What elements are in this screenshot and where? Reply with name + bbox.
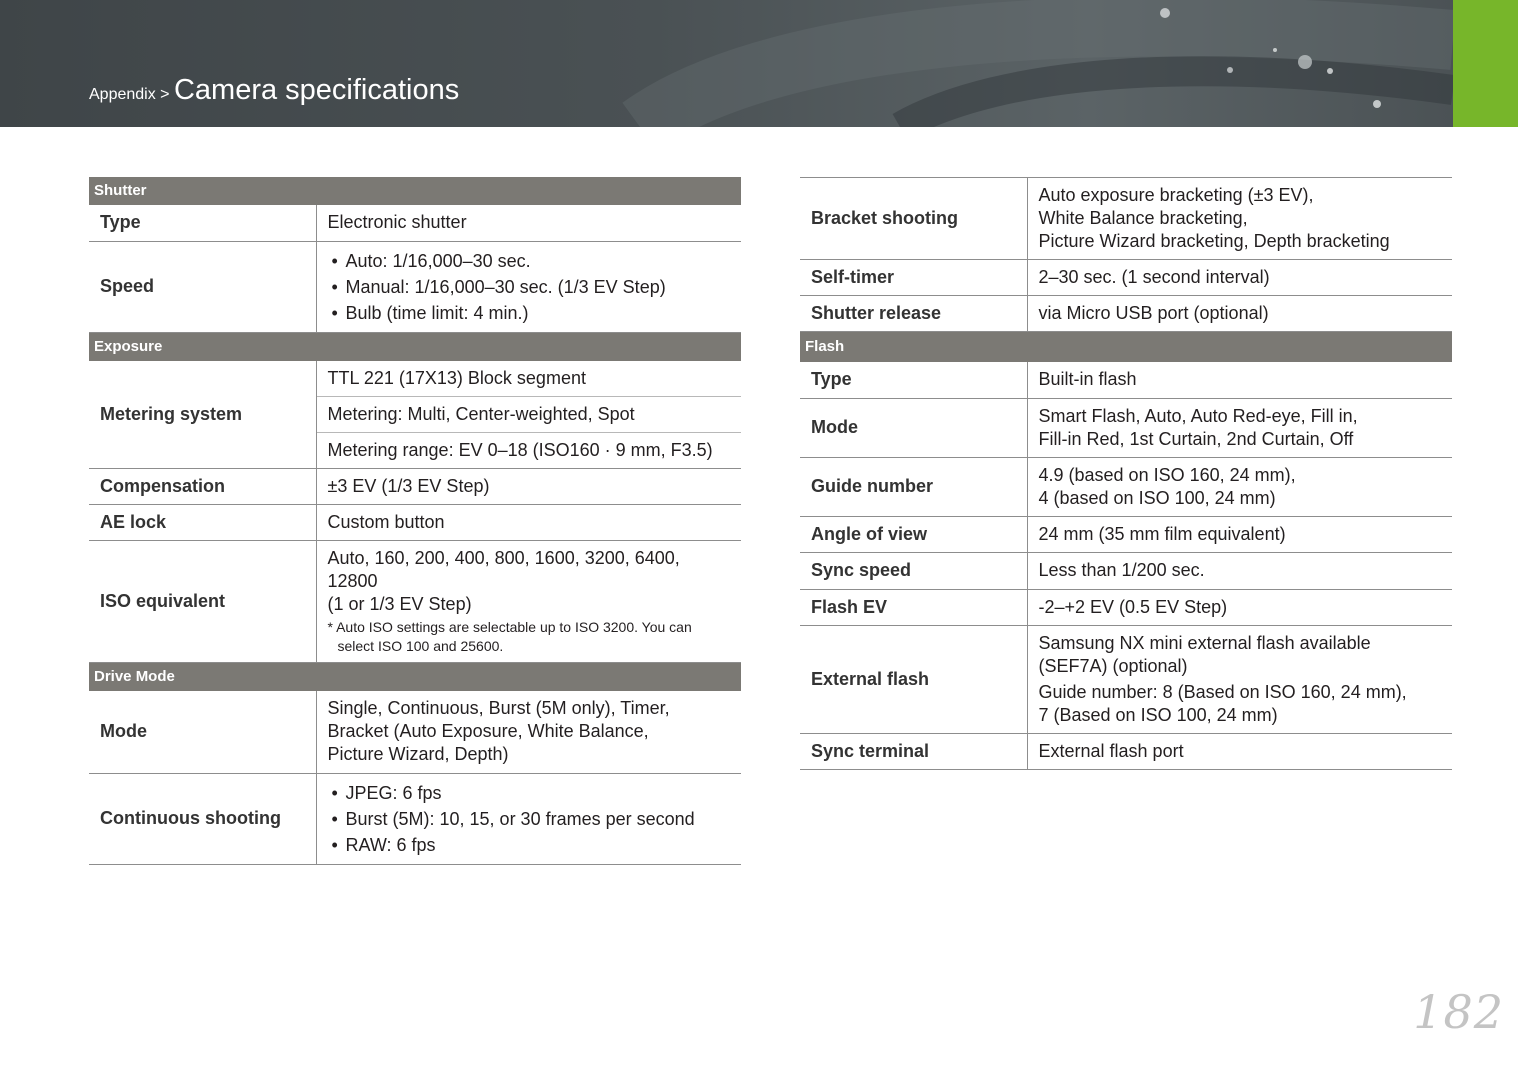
spec-label: ISO equivalent <box>89 541 316 663</box>
text-line: Samsung NX mini external flash available <box>1038 632 1371 653</box>
table-row <box>800 457 1452 516</box>
spec-value <box>316 691 741 773</box>
iso-footnote: * Auto ISO settings are selectable up to ISO 3200. You can select ISO 100 and 25600. <box>327 619 692 654</box>
spec-value <box>1027 398 1452 457</box>
text-line: Smart Flash, Auto, Auto Red-eye, Fill in, <box>1038 405 1358 426</box>
text-line: 7 (Based on ISO 100, 24 mm) <box>1038 704 1278 725</box>
text-line: White Balance bracketing, <box>1038 208 1248 228</box>
spec-label: Mode <box>800 398 1027 457</box>
text-line: Guide number: 8 (Based on ISO 160, 24 mm), <box>1038 681 1407 702</box>
spec-label: Sync speed <box>800 552 1027 589</box>
spec-label: Bracket shooting <box>800 178 1027 260</box>
spec-value: Metering range: EV 0–18 (ISO160 · 9 mm, F3.5) <box>316 433 741 469</box>
spec-value: Less than 1/200 sec. <box>1027 552 1452 589</box>
iso-values: Auto, 160, 200, 400, 800, 1600, 3200, 6400, 12800 <box>327 548 680 591</box>
section-header-drive-mode: Drive Mode <box>89 663 741 692</box>
spec-value <box>1027 178 1452 260</box>
table-row <box>800 362 1452 398</box>
spec-label: Self-timer <box>800 260 1027 296</box>
breadcrumb <box>89 74 459 107</box>
spec-value <box>316 773 741 864</box>
table-row <box>800 398 1452 457</box>
table-row <box>800 178 1452 260</box>
breadcrumb-parent[interactable]: Appendix > <box>89 86 170 103</box>
table-row <box>89 241 741 332</box>
list-item: • Auto: 1/16,000–30 sec. <box>328 248 731 274</box>
right-spec-column <box>800 177 1452 770</box>
spec-label: Continuous shooting <box>89 773 316 864</box>
spec-value: ±3 EV (1/3 EV Step) <box>316 469 741 505</box>
table-row <box>800 296 1452 332</box>
table-row <box>800 733 1452 769</box>
table-row <box>89 773 741 864</box>
list-item: • Bulb (time limit: 4 min.) <box>328 300 731 326</box>
list-item: • Manual: 1/16,000–30 sec. (1/3 EV Step) <box>328 274 731 300</box>
table-row <box>89 541 741 663</box>
spec-label: Metering system <box>89 361 316 469</box>
spec-value <box>316 541 741 663</box>
spec-label: Sync terminal <box>800 733 1027 769</box>
spec-label: External flash <box>800 625 1027 733</box>
spec-value: External flash port <box>1027 733 1452 769</box>
section-header-exposure: Exposure <box>89 332 741 361</box>
text-line: Bracket (Auto Exposure, White Balance, <box>327 721 649 742</box>
text-line: (SEF7A) (optional) <box>1038 655 1188 676</box>
table-row <box>800 589 1452 625</box>
spec-value: Custom button <box>316 505 741 541</box>
spec-label: Angle of view <box>800 516 1027 552</box>
spec-value: Electronic shutter <box>316 205 741 241</box>
list-item: • JPEG: 6 fps <box>328 780 731 806</box>
spec-label: AE lock <box>89 505 316 541</box>
text-line: Auto exposure bracketing (±3 EV), <box>1038 185 1314 205</box>
page-header-banner <box>0 0 1453 127</box>
list-item: • Burst (5M): 10, 15, or 30 frames per second <box>328 806 731 832</box>
text-line: Picture Wizard bracketing, Depth bracketing <box>1038 231 1390 251</box>
table-row <box>800 552 1452 589</box>
chapter-tab <box>1453 0 1518 127</box>
spec-label: Compensation <box>89 469 316 505</box>
left-spec-table <box>89 177 741 865</box>
spec-label: Speed <box>89 241 316 332</box>
table-row <box>800 625 1452 733</box>
table-row <box>800 260 1452 296</box>
table-row <box>89 505 741 541</box>
text-line: Fill-in Red, 1st Curtain, 2nd Curtain, Off <box>1038 428 1354 449</box>
table-row <box>89 361 741 397</box>
spec-label: Type <box>800 362 1027 398</box>
spec-value <box>316 241 741 332</box>
page-number: 182 <box>1413 985 1504 1039</box>
spec-label: Type <box>89 205 316 241</box>
spec-value: Built-in flash <box>1027 362 1452 398</box>
decorative-lens-graphic <box>0 0 1453 127</box>
left-spec-column <box>89 177 741 865</box>
spec-label: Flash EV <box>800 589 1027 625</box>
table-row <box>89 691 741 773</box>
right-spec-table <box>800 177 1452 770</box>
text-line: 4 (based on ISO 100, 24 mm) <box>1038 487 1276 508</box>
text-line: Single, Continuous, Burst (5M only), Timer, <box>327 698 670 719</box>
page-title: Camera specifications <box>173 74 460 106</box>
spec-label: Mode <box>89 691 316 773</box>
table-row <box>800 516 1452 552</box>
table-row <box>89 469 741 505</box>
spec-value: 24 mm (35 mm film equivalent) <box>1027 516 1452 552</box>
spec-value <box>1027 625 1452 733</box>
spec-label: Shutter release <box>800 296 1027 332</box>
section-header-shutter: Shutter <box>89 177 741 205</box>
section-header-flash: Flash <box>800 332 1452 363</box>
table-row <box>89 205 741 241</box>
spec-value <box>1027 457 1452 516</box>
spec-value: -2–+2 EV (0.5 EV Step) <box>1027 589 1452 625</box>
spec-value: 2–30 sec. (1 second interval) <box>1027 260 1452 296</box>
spec-value: TTL 221 (17X13) Block segment <box>316 361 741 397</box>
text-line: Picture Wizard, Depth) <box>327 744 509 765</box>
iso-step: (1 or 1/3 EV Step) <box>327 594 472 614</box>
list-item: • RAW: 6 fps <box>328 832 731 858</box>
spec-label: Guide number <box>800 457 1027 516</box>
spec-value: via Micro USB port (optional) <box>1027 296 1452 332</box>
spec-value: Metering: Multi, Center-weighted, Spot <box>316 397 741 433</box>
text-line: 4.9 (based on ISO 160, 24 mm), <box>1038 464 1296 485</box>
